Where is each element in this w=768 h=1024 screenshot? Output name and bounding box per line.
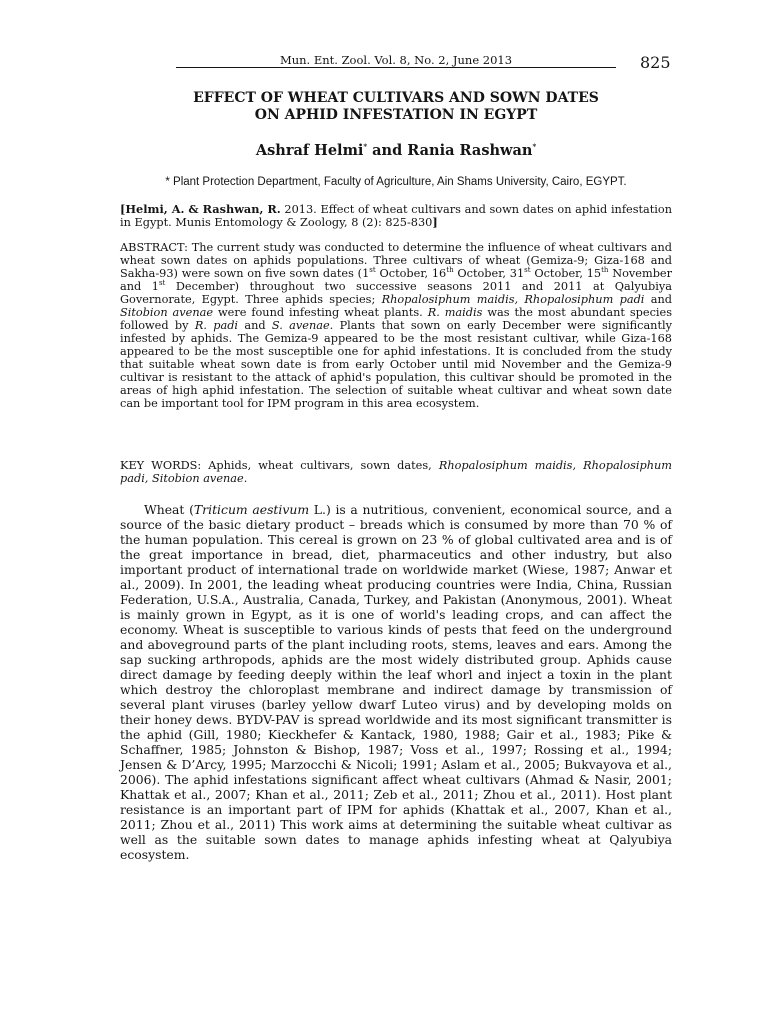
- keywords-species: Rhopalosiphum maidis, Rhopalosiphum padi, Sitobion avenae.: [120, 459, 673, 485]
- species-name: Rhopalosiphum maidis, Rhopalosiphum padi: [381, 293, 645, 306]
- abstract: [120, 241, 672, 410]
- author-2: Rania Rashwan: [407, 142, 533, 159]
- body-text: L.) is a nutritious, convenient, economical source, and a source of the basic dietary product – breads which is consumed by more than 70 % of the human population. This cereal is grown on 23 % of global cultivated area and is of the great importance in bread, diet, pharmaceutics and other industry, but also important product of international trade on worldwide market (Wiese, 1987; Anwar et al., 2009). In 2001, the leading wheat producing countries were India, China, Russian Federation, U.S.A., Australia, Canada, Turkey, and Pakistan (Anonymous, 2001). Wheat is mainly grown in Egypt, as it is one of world's leading crops, and can affect the economy. Wheat is susceptible to various kinds of pests that feed on the underground and aboveground parts of the plant including roots, stems, leaves and ears. Among the sap sucking arthropods, aphids are the most widely distributed group. Aphids cause direct damage by feeding deeply within the leaf whorl and inject a toxin in the plant which destroy the chloroplast membrane and indirect damage by transmission of several plant viruses (barley yellow dwarf Luteo virus) and by developing molds on their honey dews. BYDV-PAV is spread worldwide and its most significant transmitter is the aphid (Gill, 1980; Kieckhefer & Kantack, 1980, 1988; Gair et al., 1983; Pike & Schaffner, 1985; Johnston & Bishop, 1987; Voss et al., 1997; Rossing et al., 1994; Jensen & D’Arcy, 1995; Marzocchi & Nicoli; 1991; Aslam et al., 2005; Bukvayova et al., 2006). The aphid infestations significant affect wheat cultivars (Ahmad & Nasir, 2001; Khattak et al., 2007; Khan et al., 2011; Zeb et al., 2011; Zhou et al., 2011). Host plant resistance is an important part of IPM for aphids (Khattak et al., 2007, Khan et al., 2011; Zhou et al., 2011) This work aims at determining the suitable wheat cultivar as well as the suitable sown dates to manage aphids infesting wheat at Qalyubiya ecosystem.: [120, 502, 673, 862]
- abstract-text: were found infesting wheat plants.: [213, 306, 428, 319]
- author-list: [120, 142, 672, 159]
- abstract-text: October, 16: [375, 267, 447, 280]
- abstract-text: . Plants that sown on early December were significantly infested by aphids. The Gemiza-9 appeared to be the most resistant cultivar, while Giza-168 appeared to be the most susceptible one for aphid infestations. It is concluded from the study that suitable wheat sown date is from early October until mid November and the Gemiza-9 cultivar is resistant to the attack of aphid's population, this cultivar should be promoted in the areas of high aphid infestation. The selection of suitable wheat cultivar and wheat sown date can be important tool for IPM program in this area ecosystem.: [120, 319, 672, 410]
- body-text: Wheat (: [144, 502, 194, 517]
- citation-block: [120, 203, 672, 229]
- species-name: R. padi: [194, 319, 239, 332]
- citation-text: 2013. Effect of wheat cultivars and sown dates on aphid infestation in Egypt. Munis Entomology & Zoology, 8 (2): 825-830: [120, 203, 672, 229]
- keywords: [120, 459, 672, 485]
- abstract-text: and: [238, 319, 272, 332]
- page-number: 825: [640, 53, 671, 72]
- paper-title: [120, 90, 672, 124]
- species-name: Sitobion avenae: [120, 306, 214, 319]
- citation-close: ]: [432, 215, 438, 229]
- ordinal-suffix: st: [369, 266, 376, 275]
- author-1-mark: *: [363, 142, 368, 152]
- abstract-text: November and 1: [120, 267, 673, 293]
- abstract-text: and: [644, 293, 672, 306]
- ordinal-suffix: st: [158, 279, 166, 288]
- ordinal-suffix: th: [601, 266, 609, 275]
- abstract-text: ABSTRACT: The current study was conducted to determine the influence of wheat cultivars and wheat sown dates on aphids populations. Three cultivars of wheat (Gemiza-9; Giza-168 and Sakha-93) were sown on five sown dates (1: [120, 241, 672, 280]
- abstract-text: October, 31: [453, 267, 525, 280]
- body-paragraph: [120, 502, 672, 862]
- author-conjunction: and: [367, 142, 408, 159]
- author-1: Ashraf Helmi: [255, 142, 364, 159]
- ordinal-suffix: th: [446, 266, 454, 275]
- journal-citation: Mun. Ent. Zool. Vol. 8, No. 2, June 2013: [279, 53, 513, 67]
- affiliation: * Plant Protection Department, Faculty of Agriculture, Ain Shams University, Cairo, EGYPT.: [165, 176, 627, 188]
- abstract-text: October, 15: [530, 267, 602, 280]
- ordinal-suffix: st: [524, 266, 531, 275]
- species-name: S. avenae: [271, 319, 330, 332]
- species-name: R. maidis: [427, 306, 483, 319]
- journal-header: [176, 52, 616, 68]
- abstract-text: was the most abundant species followed by: [120, 306, 673, 332]
- citation-authors: [Helmi, A. & Rashwan, R.: [120, 202, 281, 216]
- keywords-text: KEY WORDS: Aphids, wheat cultivars, sown dates,: [120, 459, 439, 472]
- title-line-1: EFFECT OF WHEAT CULTIVARS AND SOWN DATES: [193, 90, 599, 106]
- abstract-text: December) throughout two successive seasons 2011 and 2011 at Qalyubiya Governorate, Egypt. Three aphids species;: [120, 280, 672, 306]
- species-name: Triticum aestivum: [193, 502, 310, 517]
- author-2-mark: *: [532, 142, 537, 152]
- title-line-2: ON APHID INFESTATION IN EGYPT: [254, 107, 538, 123]
